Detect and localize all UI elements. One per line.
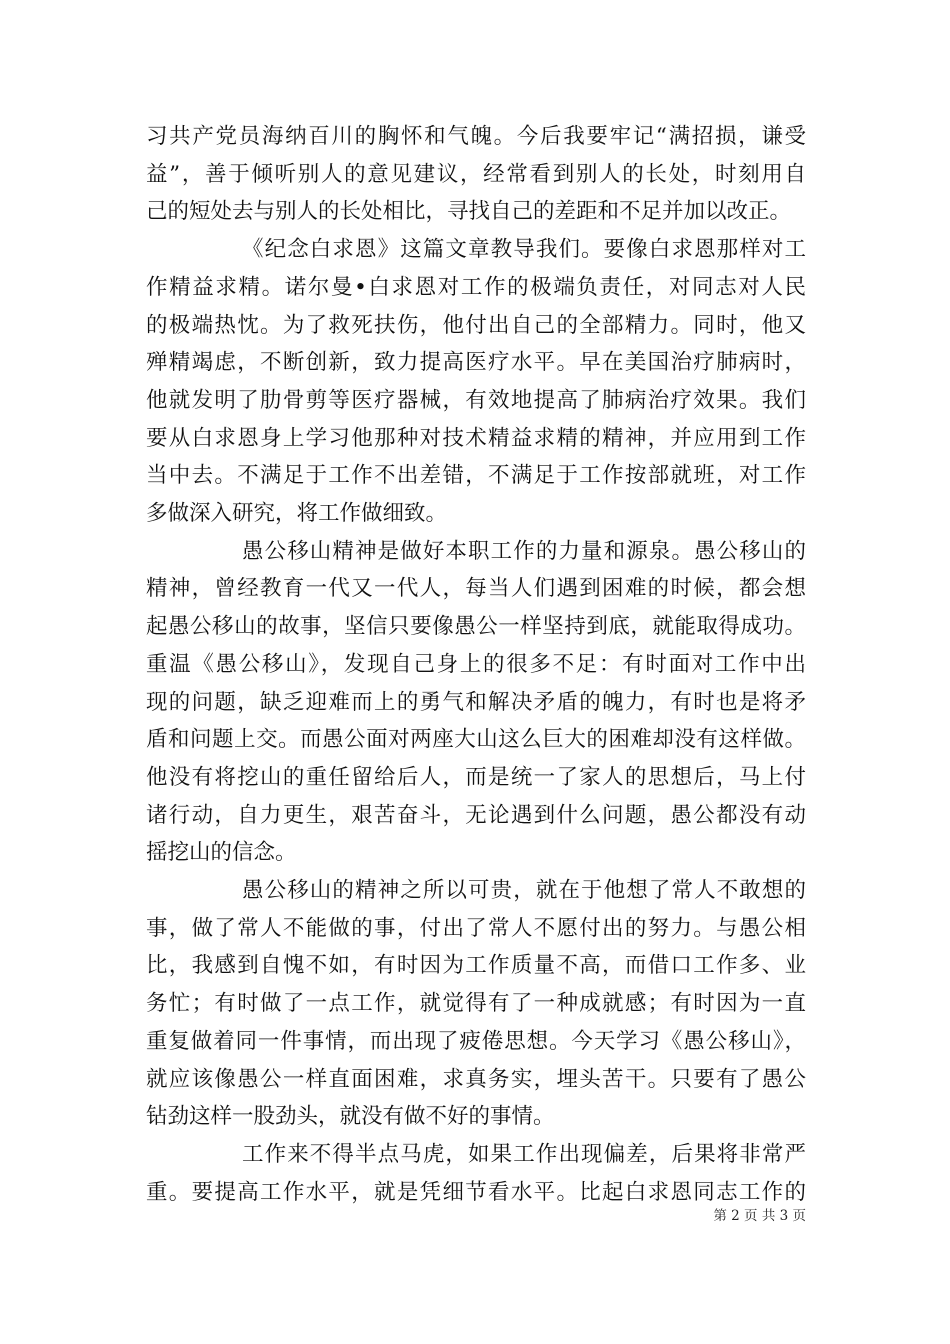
- text-line: 钻劲这样一股劲头，就没有做不好的事情。: [146, 1104, 555, 1130]
- text-line: 重。要提高工作水平，就是凭细节看水平。比起白求恩同志工作的: [146, 1179, 806, 1205]
- text-line: 重复做着同一件事情，而出现了疲倦思想。今天学习《愚公移山》，: [146, 1028, 806, 1054]
- text-line: 愚公移山的精神之所以可贵，就在于他想了常人不敢想的: [242, 878, 806, 904]
- text-line: 他就发明了肋骨剪等医疗器械，有效地提高了肺病治疗效果。我们: [146, 387, 806, 413]
- text-line: 愚公移山精神是做好本职工作的力量和源泉。愚公移山的: [242, 538, 806, 564]
- text-line: 《纪念白求恩》这篇文章教导我们。要像白求恩那样对工: [242, 237, 806, 263]
- text-line: 务忙；有时做了一点工作，就觉得有了一种成就感；有时因为一直: [146, 991, 806, 1017]
- text-line: 习共产党员海纳百川的胸怀和气魄。今后我要牢记“满招损，谦受: [146, 124, 806, 149]
- text-line: 精神，曾经教育一代又一代人，每当人们遇到困难的时候，都会想: [146, 576, 806, 602]
- document-body: [146, 118, 806, 1211]
- text-line: 多做深入研究，将工作做细致。: [146, 501, 448, 527]
- text-line: 就应该像愚公一样直面困难，求真务实，埋头苦干。只要有了愚公: [146, 1066, 806, 1092]
- text-line: 诸行动，自力更生，艰苦奋斗，无论遇到什么问题，愚公都没有动: [146, 802, 806, 828]
- text-line: 益”，善于倾听别人的意见建议，经常看到别人的长处，时刻用自: [146, 161, 806, 187]
- text-line: 比，我感到自愧不如，有时因为工作质量不高，而借口工作多、业: [146, 953, 806, 979]
- text-line: 当中去。不满足于工作不出差错，不满足于工作按部就班，对工作: [146, 463, 806, 489]
- page-footer: 第 2 页 共 3 页: [713, 1208, 806, 1224]
- text-line: 己的短处去与别人的长处相比，寻找自己的差距和不足并加以改正。: [146, 199, 792, 225]
- text-line: 现的问题，缺乏迎难而上的勇气和解决矛盾的魄力，有时也是将矛: [146, 689, 806, 715]
- text-line: 作精益求精。诺尔曼•白求恩对工作的极端负责任，对同志对人民: [146, 274, 806, 300]
- text-line: 盾和问题上交。而愚公面对两座大山这么巨大的困难却没有这样做。: [146, 727, 806, 753]
- text-line: 的极端热忱。为了救死扶伤，他付出自己的全部精力。同时，他又: [146, 312, 806, 338]
- text-line: 工作来不得半点马虎，如果工作出现偏差，后果将非常严: [242, 1141, 806, 1167]
- text-line: 事，做了常人不能做的事，付出了常人不愿付出的努力。与愚公相: [146, 915, 806, 941]
- text-line: 要从白求恩身上学习他那种对技术精益求精的精神，并应用到工作: [146, 425, 806, 451]
- text-line: 摇挖山的信念。: [146, 840, 297, 866]
- text-line: 他没有将挖山的重任留给后人，而是统一了家人的思想后，马上付: [146, 764, 806, 790]
- text-line: 重温《愚公移山》，发现自己身上的很多不足：有时面对工作中出: [146, 651, 806, 677]
- document-page: [146, 118, 806, 1211]
- text-line: 起愚公移山的故事，坚信只要像愚公一样坚持到底，就能取得成功。: [146, 614, 806, 640]
- text-line: 殚精竭虑，不断创新，致力提高医疗水平。早在美国治疗肺病时，: [146, 350, 806, 376]
